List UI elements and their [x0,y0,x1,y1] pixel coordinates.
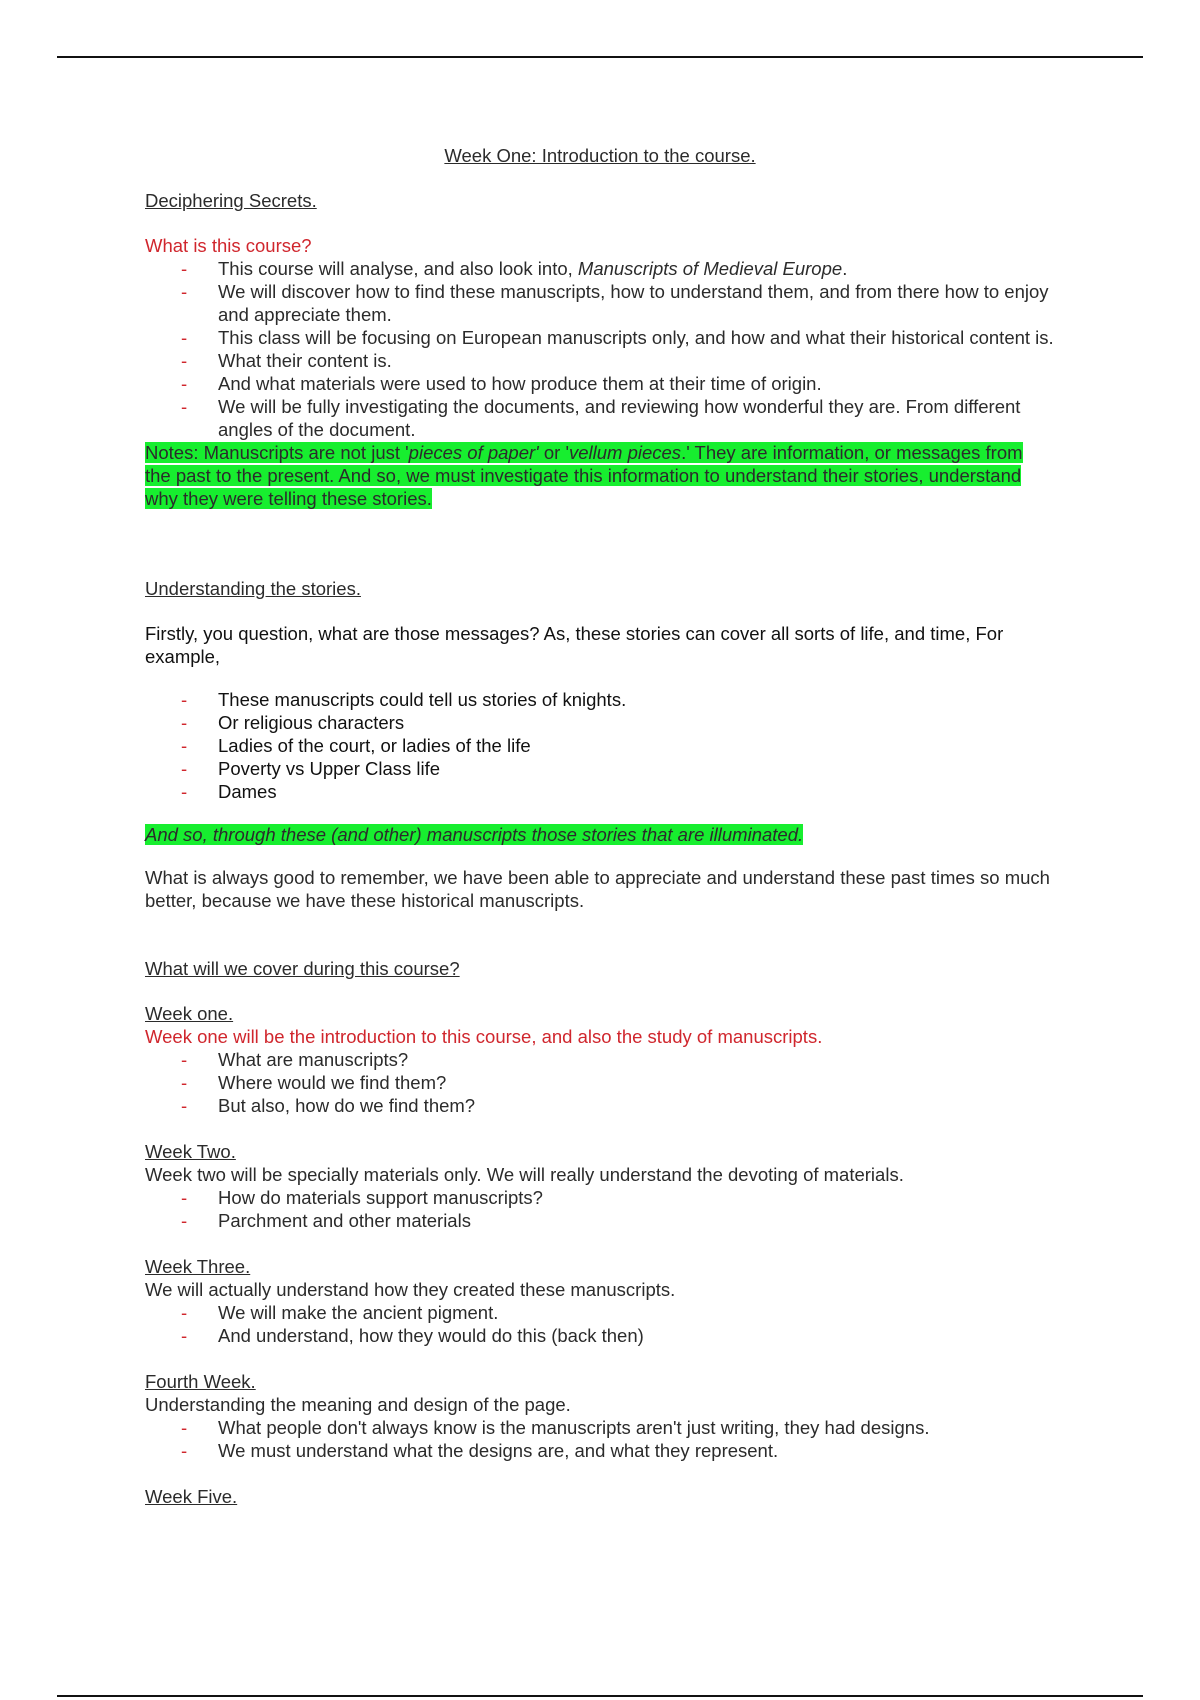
list-item: - This class will be focusing on European manuscripts only, and how and what their historical content is. [145,326,1055,349]
stories-intro: Firstly, you question, what are those messages? As, these stories can cover all sorts of life, and time, For example, [145,623,1004,667]
course-intro-list [145,257,1055,441]
document-body [145,144,1055,1508]
top-rule [57,56,1143,58]
week-description: Week two will be specially materials only. We will really understand the devoting of materials. [145,1164,904,1185]
list-item: - We will be fully investigating the documents, and reviewing how wonderful they are. From different angles of the document. [145,395,1055,441]
week-title: Fourth Week. [145,1371,256,1392]
week-description: Week one will be the introduction to this course, and also the study of manuscripts. [145,1026,823,1047]
list-item: - What their content is. [145,349,1055,372]
highlighted-note: Notes: Manuscripts are not just 'pieces of paper' or 'vellum pieces.' They are information, or messages from the past to the present. And so, we must investigate this information to understand their stories, understand why they were telling these stories. [145,442,1023,509]
list-item: - We will discover how to find these manuscripts, how to understand them, and from there how to enjoy and appreciate them. [145,280,1055,326]
week-list [145,1416,1055,1462]
highlighted-summary: And so, through these (and other) manuscripts those stories that are illuminated. [145,824,804,845]
week-description: Understanding the meaning and design of the page. [145,1394,571,1415]
list-item: - Poverty vs Upper Class life [145,757,1055,780]
closing-paragraph: What is always good to remember, we have been able to appreciate and understand these past times so much better, because we have these historical manuscripts. [145,867,1050,911]
list-item: - And what materials were used to how produce them at their time of origin. [145,372,1055,395]
page-title: Week One: Introduction to the course. [444,145,756,166]
list-item: - Parchment and other materials [145,1209,1055,1232]
list-item: - These manuscripts could tell us stories of knights. [145,688,1055,711]
week-list [145,1186,1055,1232]
list-item: - We will make the ancient pigment. [145,1301,1055,1324]
list-item: - Dames [145,780,1055,803]
section-heading-understanding: Understanding the stories. [145,578,361,599]
list-item: - Ladies of the court, or ladies of the life [145,734,1055,757]
subheading-what-is-course: What is this course? [145,235,312,256]
list-item: - What are manuscripts? [145,1048,1055,1071]
list-item: - Or religious characters [145,711,1055,734]
section-heading-cover: What will we cover during this course? [145,958,460,979]
list-item: - And understand, how they would do this (back then) [145,1324,1055,1347]
week-list [145,1301,1055,1347]
week-title: Week Two. [145,1141,236,1162]
stories-list [145,688,1055,803]
list-item: - What people don't always know is the manuscripts aren't just writing, they had designs. [145,1416,1055,1439]
week-title: Week Five. [145,1486,238,1507]
week-title: Week Three. [145,1256,251,1277]
bottom-rule [57,1695,1143,1697]
list-item: - This course will analyse, and also look into, Manuscripts of Medieval Europe. [145,257,1055,280]
list-item: - We must understand what the designs are, and what they represent. [145,1439,1055,1462]
list-item: - But also, how do we find them? [145,1094,1055,1117]
week-list [145,1048,1055,1117]
week-title: Week one. [145,1003,234,1024]
week-description: We will actually understand how they created these manuscripts. [145,1279,676,1300]
list-item: - How do materials support manuscripts? [145,1186,1055,1209]
section-heading-deciphering: Deciphering Secrets. [145,190,317,211]
list-item: - Where would we find them? [145,1071,1055,1094]
